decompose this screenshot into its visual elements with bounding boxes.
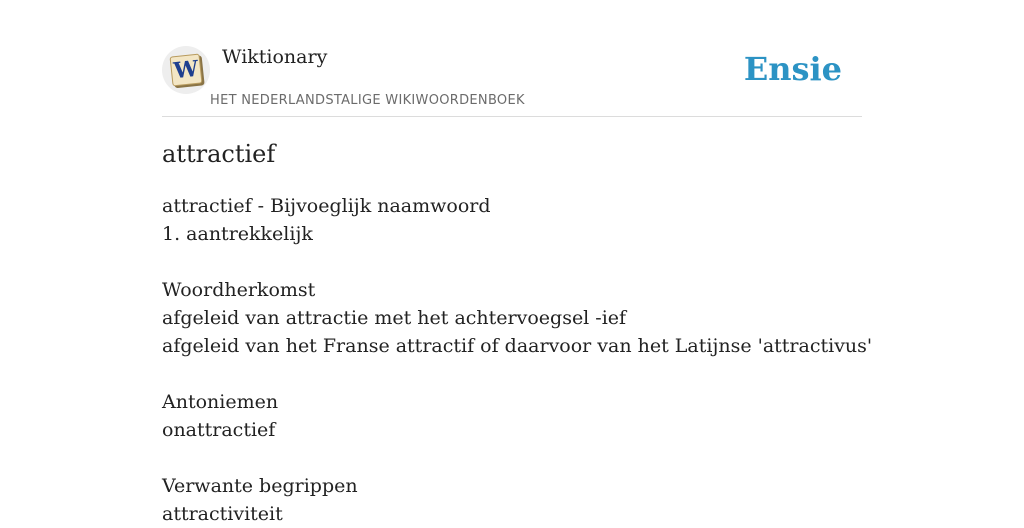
- site-header: [162, 0, 862, 117]
- definition-line: attractief - Bijvoeglijk naamwoord: [162, 195, 491, 217]
- antonyms-heading: Antoniemen: [162, 391, 279, 413]
- wiktionary-logo-icon: W: [170, 54, 203, 87]
- entry-body: [162, 192, 873, 528]
- related-heading: Verwante begrippen: [162, 475, 358, 497]
- blank-line: [162, 248, 862, 276]
- entry-content: [162, 138, 873, 528]
- ensie-logo[interactable]: Ensie: [743, 50, 842, 88]
- site-name[interactable]: Wiktionary: [222, 46, 328, 68]
- wiktionary-logo[interactable]: [162, 46, 210, 94]
- etymology-line: afgeleid van attractie met het achtervoegsel -ief: [162, 307, 627, 329]
- page-title: attractief: [162, 140, 276, 168]
- definition-item: 1. aantrekkelijk: [162, 223, 313, 245]
- antonym-item: onattractief: [162, 419, 276, 441]
- blank-line: [162, 444, 862, 472]
- related-item: attractiviteit: [162, 503, 283, 525]
- site-tagline: HET NEDERLANDSTALIGE WIKIWOORDENBOEK: [210, 93, 525, 108]
- etymology-line: afgeleid van het Franse attractif of daarvoor van het Latijnse 'attractivus': [162, 335, 873, 357]
- etymology-heading: Woordherkomst: [162, 279, 316, 301]
- blank-line: [162, 360, 862, 388]
